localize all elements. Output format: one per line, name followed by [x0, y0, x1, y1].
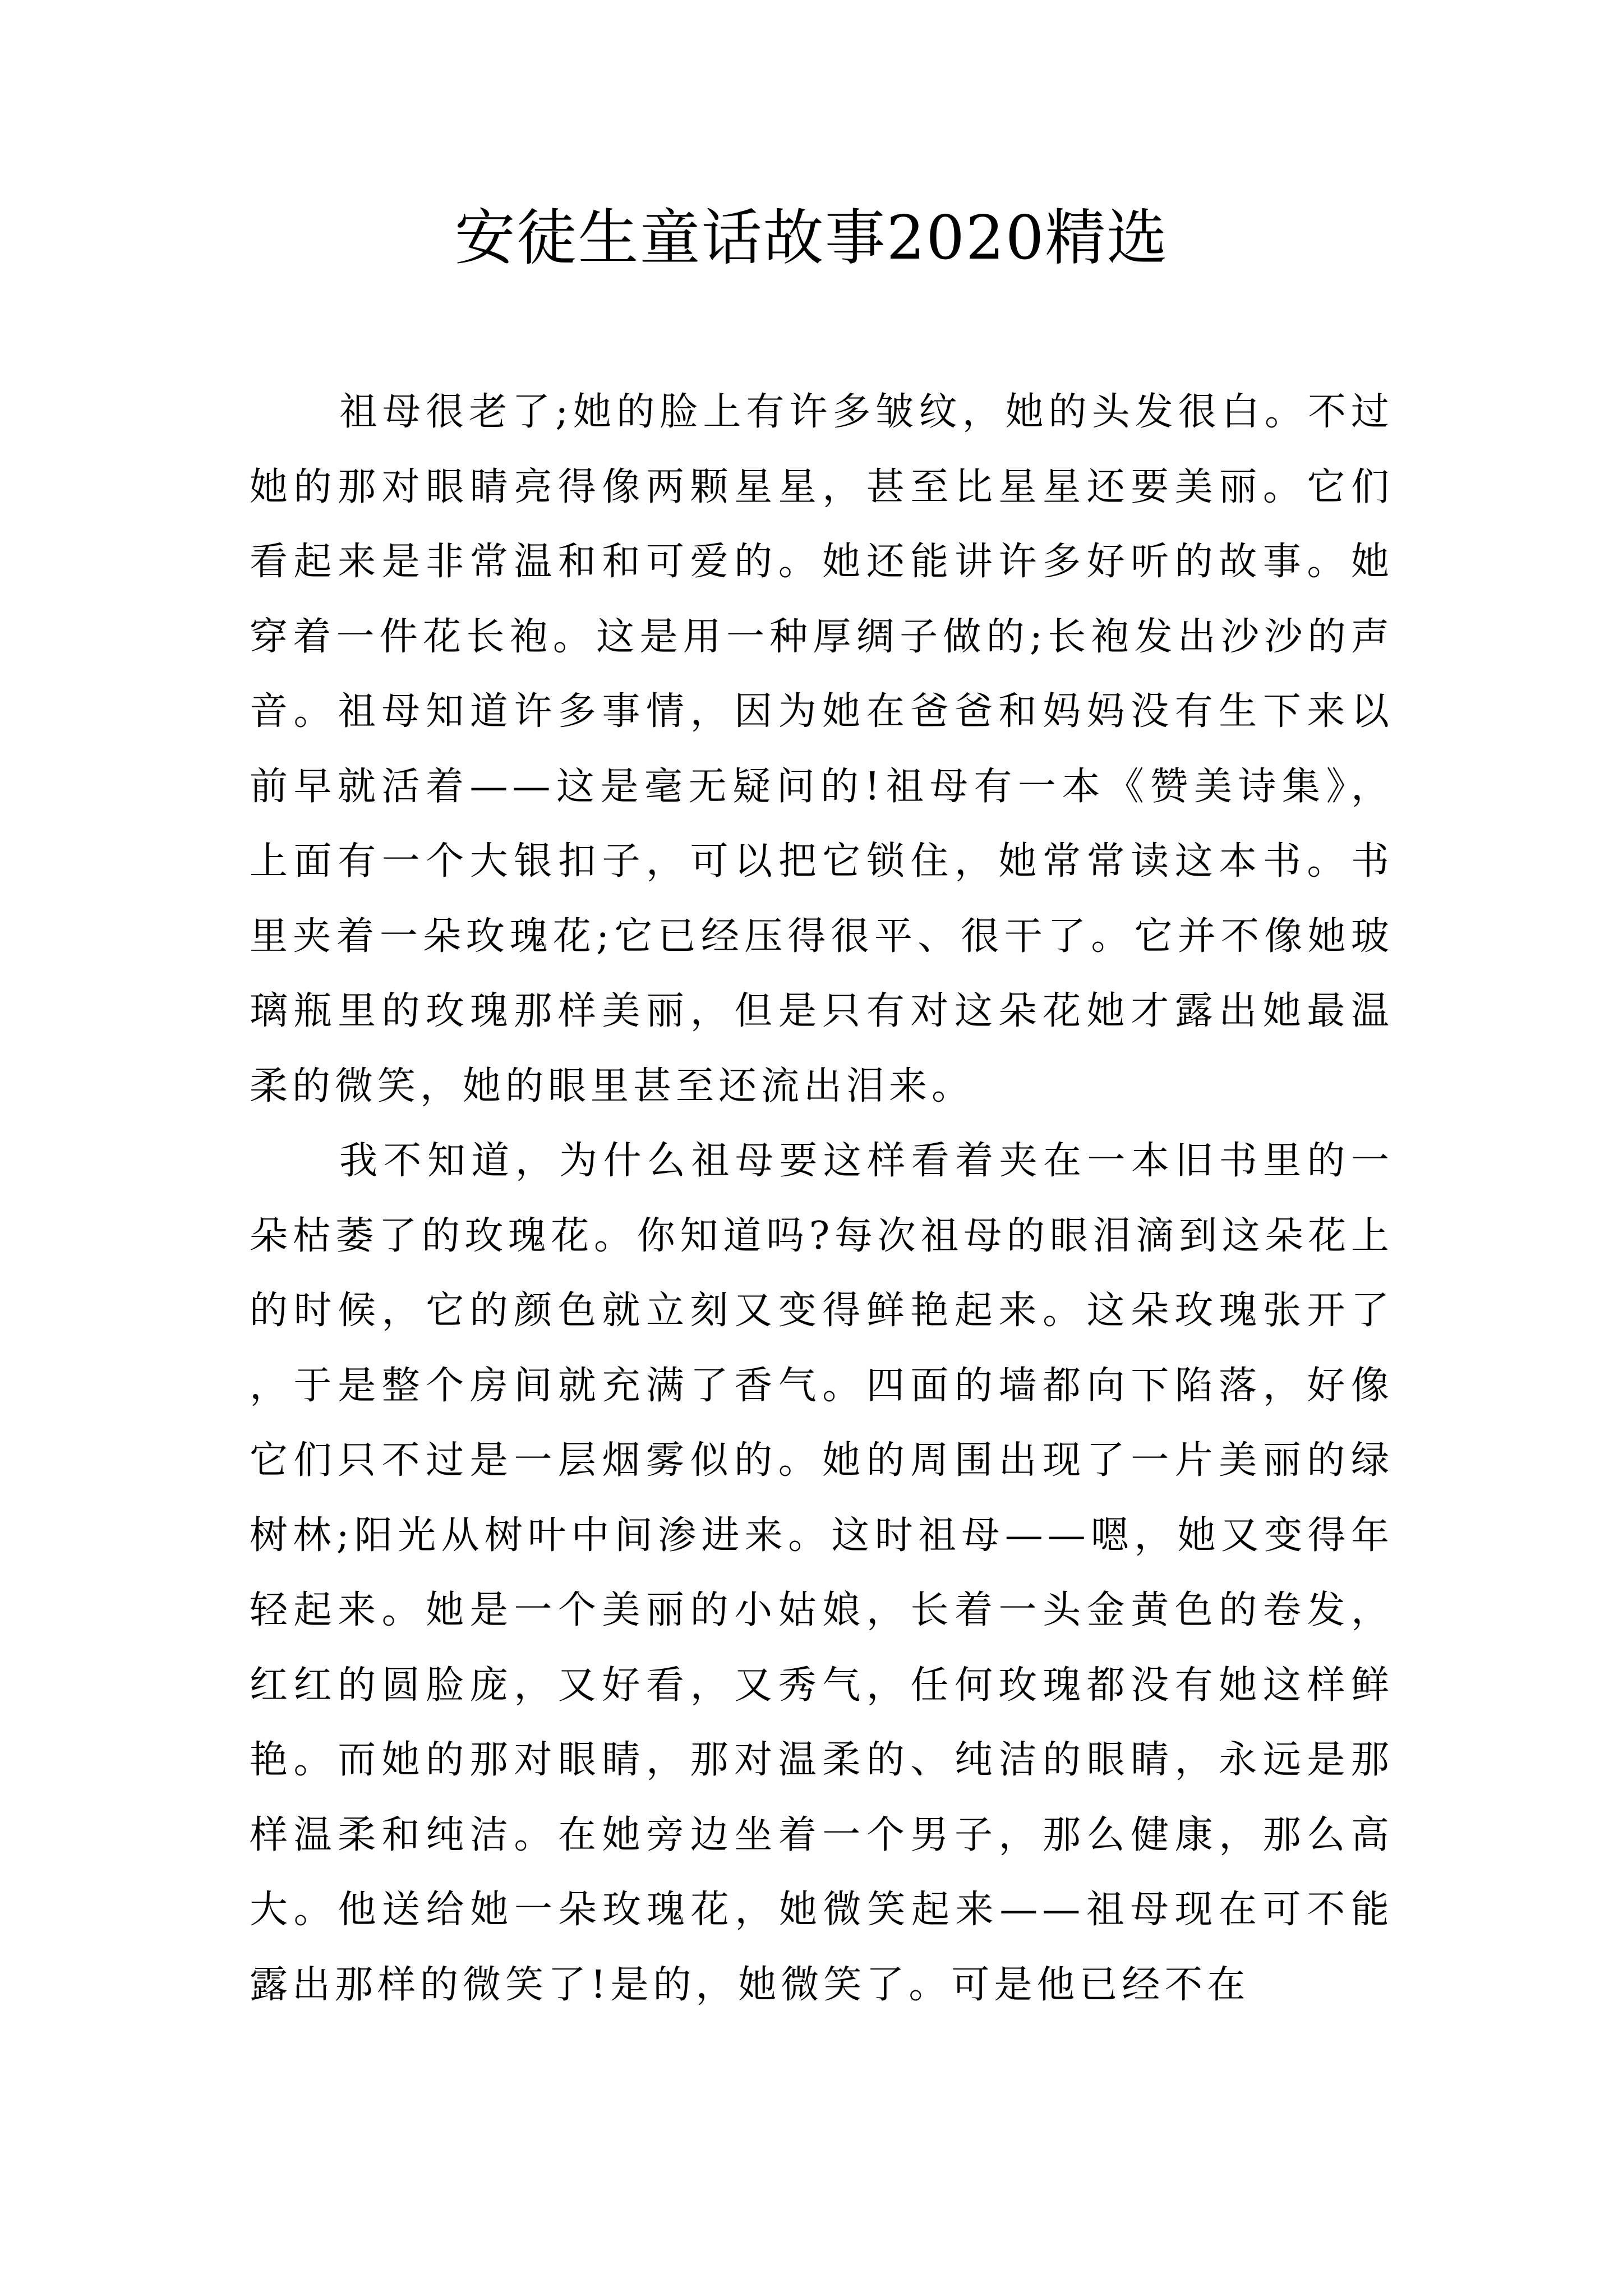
paragraph: 祖母很老了;她的脸上有许多皱纹，她的头发很白。不过她的那对眼睛亮得像两颗星星，甚至比星星还要美丽。它们看起来是非常温和和可爱的。她还能讲许多好听的故事。她穿着一件花长袍。这是用一种厚绸子做的;长袍发出沙沙的声音。祖母知道许多事情，因为她在爸爸和妈妈没有生下来以前早就活着——这是毫无疑问的!祖母有一本《赞美诗集》，上面有一个大银扣子，可以把它锁住，她常常读这本书。书里夹着一朵玫瑰花;它已经压得很平、很干了。它并不像她玻璃瓶里的玫瑰那样美丽，但是只有对这朵花她才露出她最温柔的微笑，她的眼里甚至还流出泪来。: [250, 390, 1394, 1108]
document-body: [250, 375, 1394, 2022]
paragraph: 我不知道，为什么祖母要这样看着夹在一本旧书里的一朵枯萎了的玫瑰花。你知道吗?每次祖母的眼泪滴到这朵花上的时候，它的颜色就立刻又变得鲜艳起来。这朵玫瑰张开了，于是整个房间就充满了香气。四面的墙都向下陷落，好像它们只不过是一层烟雾似的。她的周围出现了一片美丽的绿树林;阳光从树叶中间渗进来。这时祖母——嗯，她又变得年轻起来。她是一个美丽的小姑娘，长着一头金黄色的卷发，红红的圆脸庞，又好看，又秀气，任何玫瑰都没有她这样鲜艳。而她的那对眼睛，那对温柔的、纯洁的眼睛，永远是那样温柔和纯洁。在她旁边坐着一个男子，那么健康，那么高大。他送给她一朵玫瑰花，她微笑起来——祖母现在可不能露出那样的微笑了!是的，她微笑了。可是他已经不在: [250, 1139, 1394, 2007]
document-title: 安徒生童话故事2020精选: [454, 203, 1169, 273]
